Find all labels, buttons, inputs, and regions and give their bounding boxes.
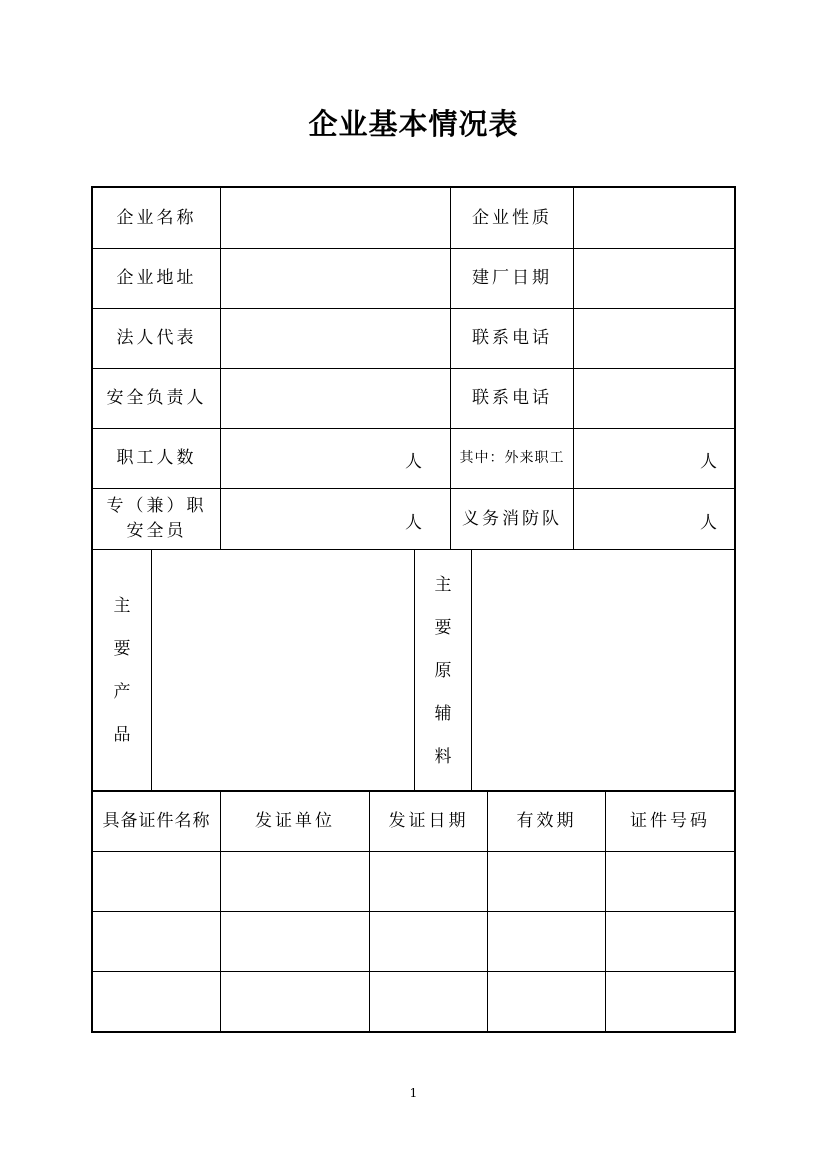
table-row-3-cell-number[interactable] (606, 972, 734, 1031)
officer-unit: 人 (405, 513, 422, 533)
label-fire-brigade: 义务消防队 (462, 508, 562, 529)
label-company-name: 企业名称 (116, 207, 197, 228)
input-company-name[interactable] (221, 188, 450, 248)
label-company-address: 企业地址 (116, 268, 197, 288)
table-row-1-cell-date[interactable] (370, 852, 487, 911)
input-safety-head[interactable] (221, 369, 450, 428)
label-company-nature: 企业性质 (472, 207, 552, 228)
label-main-products: 主 要 产 品 (113, 596, 131, 745)
label-founding-date: 建厂日期 (472, 268, 552, 288)
table-row-1-cell-name[interactable] (93, 852, 220, 911)
enterprise-info-table (91, 186, 736, 1033)
label-safety-officer-line1: 专（兼）职 (106, 496, 207, 516)
outside-unit: 人 (700, 452, 717, 472)
table-row-1-cell-validity[interactable] (488, 852, 605, 911)
table-row-3-cell-validity[interactable] (488, 972, 605, 1031)
table-row-2-cell-date[interactable] (370, 912, 487, 971)
label-safety-head: 安全负责人 (106, 388, 207, 408)
label-staff-count: 职工人数 (116, 448, 197, 468)
table-row-1-cell-number[interactable] (606, 852, 734, 911)
input-phone-2[interactable] (574, 369, 734, 428)
input-company-address[interactable] (221, 249, 450, 308)
label-phone-1: 联系电话 (472, 328, 552, 348)
cert-header-number: 证件号码 (630, 811, 710, 831)
page-number: 1 (409, 1086, 418, 1100)
table-row-2-cell-validity[interactable] (488, 912, 605, 971)
input-main-products[interactable] (152, 550, 414, 790)
cert-header-issuer: 发证单位 (255, 811, 335, 831)
input-main-materials[interactable] (472, 550, 734, 790)
table-row-2-cell-name[interactable] (93, 912, 220, 971)
cert-header-issue-date: 发证日期 (388, 811, 469, 831)
table-row-2-cell-issuer[interactable] (221, 912, 369, 971)
input-phone-1[interactable] (574, 309, 734, 368)
input-company-nature[interactable] (574, 188, 734, 248)
label-safety-officer-line2: 安全员 (126, 521, 187, 541)
table-row-3-cell-issuer[interactable] (221, 972, 369, 1031)
label-safety-officer (93, 489, 220, 549)
brigade-unit: 人 (700, 513, 717, 533)
cert-header-validity: 有效期 (516, 811, 577, 831)
input-legal-rep[interactable] (221, 309, 450, 368)
table-row-2-cell-number[interactable] (606, 912, 734, 971)
staff-unit: 人 (405, 452, 422, 472)
label-legal-rep: 法人代表 (116, 328, 197, 348)
label-phone-2: 联系电话 (472, 388, 552, 408)
input-founding-date[interactable] (574, 249, 734, 308)
page-title: 企业基本情况表 (308, 107, 519, 141)
label-main-materials: 主 要 原 辅 料 (434, 575, 452, 767)
table-row-3-cell-date[interactable] (370, 972, 487, 1031)
table-row-1-cell-issuer[interactable] (221, 852, 369, 911)
table-row-3-cell-name[interactable] (93, 972, 220, 1031)
label-outside-staff: 其中：外来职工 (459, 450, 565, 466)
cert-header-name: 具备证件名称 (102, 811, 211, 831)
